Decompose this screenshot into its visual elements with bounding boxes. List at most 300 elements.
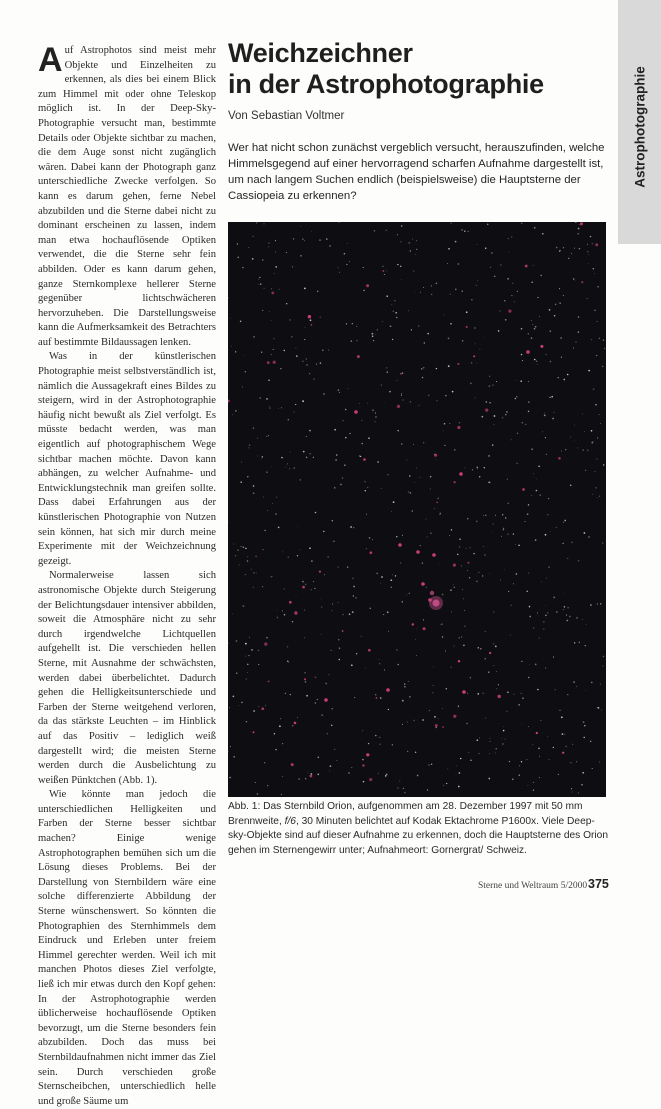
bright-star: [354, 410, 358, 414]
star: [563, 295, 564, 296]
star: [279, 289, 280, 290]
star: [400, 562, 401, 563]
star: [354, 697, 355, 698]
star: [409, 696, 411, 698]
star: [436, 368, 437, 369]
star: [488, 672, 489, 673]
star: [365, 481, 366, 482]
star: [396, 649, 397, 650]
star: [339, 659, 341, 661]
star: [338, 389, 340, 391]
star: [353, 595, 354, 596]
red-star: [369, 551, 372, 554]
star: [294, 411, 295, 412]
star: [578, 792, 579, 793]
star: [489, 753, 490, 754]
star: [332, 603, 333, 604]
star: [536, 478, 537, 479]
bright-star: [398, 543, 402, 547]
star: [507, 534, 508, 535]
star: [569, 616, 571, 618]
star: [379, 663, 380, 664]
star: [590, 236, 592, 238]
star: [423, 287, 424, 288]
star: [490, 741, 491, 742]
star: [237, 257, 238, 258]
red-star: [304, 678, 306, 680]
star: [461, 637, 462, 638]
star: [566, 615, 567, 616]
red-star: [558, 457, 561, 460]
star: [228, 751, 229, 752]
nebula-knot: [430, 591, 434, 595]
star: [409, 475, 411, 477]
star: [241, 462, 242, 463]
star: [516, 573, 518, 575]
star: [546, 578, 547, 579]
star: [443, 785, 444, 786]
star: [549, 309, 551, 311]
star: [317, 756, 319, 758]
star: [240, 546, 241, 547]
star: [332, 708, 333, 709]
star: [397, 430, 399, 432]
star: [339, 392, 340, 393]
red-star: [366, 753, 369, 756]
star: [329, 245, 331, 247]
star: [592, 243, 593, 244]
star: [602, 542, 603, 543]
star: [443, 314, 444, 315]
star: [433, 666, 434, 667]
star: [255, 782, 256, 783]
star: [269, 311, 270, 312]
star: [309, 373, 310, 374]
star: [279, 725, 281, 727]
star: [292, 266, 293, 267]
star: [528, 381, 529, 382]
star: [434, 716, 436, 718]
red-star: [363, 458, 366, 461]
star: [350, 526, 352, 528]
star: [560, 337, 562, 339]
star: [517, 463, 518, 464]
star: [422, 377, 423, 378]
star: [588, 536, 589, 537]
star: [264, 762, 265, 763]
star: [485, 247, 486, 248]
star: [582, 414, 583, 415]
star: [590, 741, 592, 743]
star: [535, 664, 537, 666]
star: [451, 612, 452, 613]
star: [502, 514, 503, 515]
star: [248, 655, 249, 656]
star: [247, 556, 248, 557]
red-star: [412, 623, 414, 625]
star: [258, 664, 259, 665]
star: [289, 319, 291, 321]
star: [568, 258, 570, 260]
star: [432, 692, 433, 693]
star: [578, 228, 580, 230]
star: [377, 461, 379, 463]
star: [533, 628, 534, 629]
star: [538, 465, 540, 467]
star: [496, 381, 497, 382]
star: [466, 311, 468, 313]
star: [416, 249, 417, 250]
star: [471, 362, 472, 363]
star: [520, 380, 522, 382]
orion-nebula-core: [433, 600, 440, 607]
star: [544, 415, 546, 417]
star: [493, 523, 494, 524]
star: [385, 775, 387, 777]
star: [539, 756, 540, 757]
star: [330, 765, 332, 767]
star: [536, 361, 537, 362]
red-star: [595, 243, 598, 246]
star: [461, 565, 462, 566]
title-line-1: Weichzeichner: [228, 38, 413, 68]
star: [231, 346, 232, 347]
star: [407, 751, 408, 752]
star: [267, 510, 268, 511]
star: [562, 733, 564, 735]
star: [543, 621, 545, 623]
red-star: [458, 660, 460, 662]
star: [529, 606, 530, 607]
star: [249, 637, 250, 638]
star: [528, 411, 529, 412]
star: [338, 602, 339, 603]
star: [346, 264, 347, 265]
star: [451, 529, 452, 530]
star: [407, 721, 408, 722]
star: [535, 539, 537, 541]
star: [446, 688, 447, 689]
star: [528, 785, 529, 786]
star: [482, 692, 484, 694]
star: [402, 724, 403, 725]
red-star: [369, 778, 372, 781]
star: [293, 238, 294, 239]
star: [542, 233, 544, 235]
star: [395, 575, 396, 576]
star: [365, 490, 366, 491]
star: [245, 643, 247, 645]
star: [245, 574, 246, 575]
star: [349, 613, 351, 615]
star: [332, 520, 333, 521]
star: [548, 498, 549, 499]
star: [386, 367, 387, 368]
star: [258, 284, 259, 285]
star: [590, 604, 592, 606]
star: [458, 705, 459, 706]
star: [496, 748, 497, 749]
star: [547, 514, 548, 515]
star: [331, 650, 332, 651]
star: [539, 777, 540, 778]
star: [461, 229, 463, 231]
star: [479, 476, 480, 477]
star: [525, 521, 526, 522]
star: [564, 606, 565, 607]
star: [509, 761, 510, 762]
star: [327, 733, 328, 734]
star: [349, 261, 350, 262]
red-star: [382, 270, 384, 272]
star: [532, 744, 533, 745]
star: [579, 642, 580, 643]
bright-star: [459, 472, 463, 476]
star: [492, 444, 493, 445]
star: [571, 788, 572, 789]
star: [249, 444, 250, 445]
star: [315, 512, 317, 514]
star: [578, 331, 580, 333]
star: [459, 546, 460, 547]
star: [374, 230, 376, 232]
star: [396, 317, 397, 318]
star: [347, 243, 348, 244]
star: [361, 420, 362, 421]
star: [317, 699, 318, 700]
star: [485, 515, 486, 516]
star: [346, 323, 347, 324]
star: [427, 333, 429, 335]
star: [410, 492, 412, 494]
star: [309, 547, 311, 549]
red-star: [264, 642, 267, 645]
star: [360, 456, 361, 457]
star: [504, 300, 505, 301]
star: [424, 342, 425, 343]
red-star: [436, 502, 438, 504]
star: [521, 724, 522, 725]
star: [594, 471, 595, 472]
star: [550, 531, 551, 532]
star: [446, 783, 447, 784]
star: [528, 504, 530, 506]
star: [245, 371, 246, 372]
star: [521, 222, 523, 224]
star: [304, 288, 306, 290]
star: [471, 299, 472, 300]
star: [402, 372, 404, 374]
star: [565, 449, 566, 450]
star: [383, 614, 384, 615]
star: [486, 401, 488, 403]
star: [286, 303, 287, 304]
star: [448, 248, 450, 250]
star: [256, 222, 257, 223]
star: [269, 406, 270, 407]
star: [591, 682, 592, 683]
star: [277, 610, 278, 611]
star: [426, 587, 427, 588]
star: [515, 544, 516, 545]
star: [585, 645, 586, 646]
star: [415, 292, 416, 293]
star: [404, 686, 406, 688]
star: [448, 338, 450, 340]
star: [233, 544, 234, 545]
star: [540, 275, 542, 277]
star: [362, 759, 364, 761]
star: [381, 583, 382, 584]
star: [537, 689, 539, 691]
star: [351, 767, 352, 768]
star: [262, 586, 263, 587]
star: [573, 348, 574, 349]
bright-star: [421, 582, 425, 586]
star: [572, 744, 573, 745]
star: [275, 252, 276, 253]
star: [245, 548, 247, 550]
star: [454, 449, 455, 450]
star: [601, 710, 602, 711]
star: [483, 546, 484, 547]
star: [532, 324, 533, 325]
red-star: [302, 586, 305, 589]
star: [519, 774, 520, 775]
star: [329, 771, 330, 772]
star: [430, 476, 432, 478]
star: [364, 289, 365, 290]
star: [480, 648, 482, 650]
star: [587, 298, 588, 299]
star: [582, 449, 583, 450]
star: [366, 548, 367, 549]
star: [235, 555, 236, 556]
star: [375, 416, 377, 418]
star: [549, 759, 550, 760]
star: [274, 273, 275, 274]
star: [561, 357, 562, 358]
star: [490, 267, 491, 268]
star: [576, 617, 577, 618]
star: [562, 543, 563, 544]
star: [375, 412, 376, 413]
star: [247, 560, 249, 562]
red-star: [366, 284, 369, 287]
star: [528, 401, 530, 403]
star: [275, 513, 276, 514]
star: [515, 398, 516, 399]
star: [464, 467, 465, 468]
star: [331, 610, 332, 611]
star: [466, 548, 467, 549]
star: [463, 599, 464, 600]
star: [392, 339, 393, 340]
star: [272, 503, 273, 504]
star: [442, 708, 443, 709]
star: [555, 304, 557, 306]
paragraph-2: Was in der künstlerischen Photographie meist selbstverständlich ist, nämlich die Aussagekraft eines Bildes zu steigern, wird in der Astrophotographie häufig nicht bewußt als Ziel verfolgt. Es müsste bedacht werden, was man eigentlich auf photographischem Wege sichtbar machen möchte. Davon kann abhängen, zu welcher Aufnahme- und Entwicklungstechnik man greifen sollte. Dass dabei Erfahrungen aus der künstlerischen Photographie von Nutzen sein können, hat sich mir durch meine Experimente mit der Weichzeichnung gezeigt.: [38, 350, 216, 569]
star: [338, 639, 339, 640]
star: [485, 718, 486, 719]
star: [506, 711, 507, 712]
star: [375, 334, 376, 335]
star: [453, 584, 454, 585]
star: [253, 427, 254, 428]
star: [462, 589, 463, 590]
star: [553, 597, 555, 599]
star: [268, 379, 270, 381]
star: [587, 450, 588, 451]
star: [533, 790, 534, 791]
star: [570, 437, 571, 438]
star: [556, 247, 558, 249]
red-star: [536, 732, 538, 734]
star: [495, 646, 497, 648]
star: [361, 636, 362, 637]
star: [290, 452, 291, 453]
star: [550, 330, 552, 332]
star: [444, 445, 445, 446]
star: [302, 581, 304, 583]
star: [452, 391, 454, 393]
star: [597, 707, 598, 708]
red-star: [376, 697, 378, 699]
star: [491, 531, 492, 532]
star: [384, 402, 385, 403]
star: [415, 254, 416, 255]
star: [533, 265, 534, 266]
star: [247, 664, 248, 665]
star: [281, 407, 282, 408]
star: [286, 252, 287, 253]
paragraph-1: [38, 44, 216, 350]
red-star: [311, 324, 313, 326]
star: [551, 396, 553, 398]
star: [356, 340, 357, 341]
star: [489, 402, 490, 403]
star: [505, 414, 507, 416]
star: [425, 519, 426, 520]
star: [253, 485, 255, 487]
star: [431, 294, 432, 295]
star: [247, 672, 248, 673]
star: [507, 278, 508, 279]
red-star: [466, 326, 468, 328]
star: [591, 339, 592, 340]
star: [493, 611, 494, 612]
star: [348, 388, 349, 389]
star: [476, 363, 477, 364]
red-star: [562, 752, 564, 754]
star: [567, 694, 568, 695]
star: [356, 326, 357, 327]
star: [244, 355, 245, 356]
star: [258, 650, 259, 651]
caption-text-1: Abb. 1: Das Sternbild Orion, aufgenommen am 28. Dezember 1997 mit 50 mm Brennweite,: [228, 801, 582, 827]
star: [437, 498, 439, 500]
star: [306, 695, 308, 697]
star: [342, 614, 344, 616]
drop-cap: A: [38, 46, 63, 74]
star: [375, 735, 377, 737]
star: [594, 273, 595, 274]
paragraph-4: Wie könnte man jedoch die unterschiedlichen Helligkeiten und Farben der Sterne besser sichtbar machen? Einige wenige Astrophotographen bemühen sich um die Lösung dieses Problems. Bei der Darstellung von Sternbildern wäre eine solche differenzierte Abbildung der Sterne wünschenswert. So könnten die Photographien des Sternhimmels dem Eindruck und Erleben unter freiem Himmel gerechter werden. Weil ich mit manchen Photos dieses Ziel verfolgte, ließ ich mir etwas durch den Kopf gehen: In der Astrophotographie werden üblicherweise hochauflösende Optiken bevorzugt, um die Sterne besonders fein abzubilden. Doch das muss bei Sternbildaufnahmen nicht immer das Ziel sein. Durch verschieden große Sternscheibchen, unterschiedlich helle und große Säume um: [38, 788, 216, 1109]
page-number: 375: [588, 877, 609, 891]
star: [564, 734, 565, 735]
star: [280, 718, 281, 719]
star: [271, 288, 272, 289]
